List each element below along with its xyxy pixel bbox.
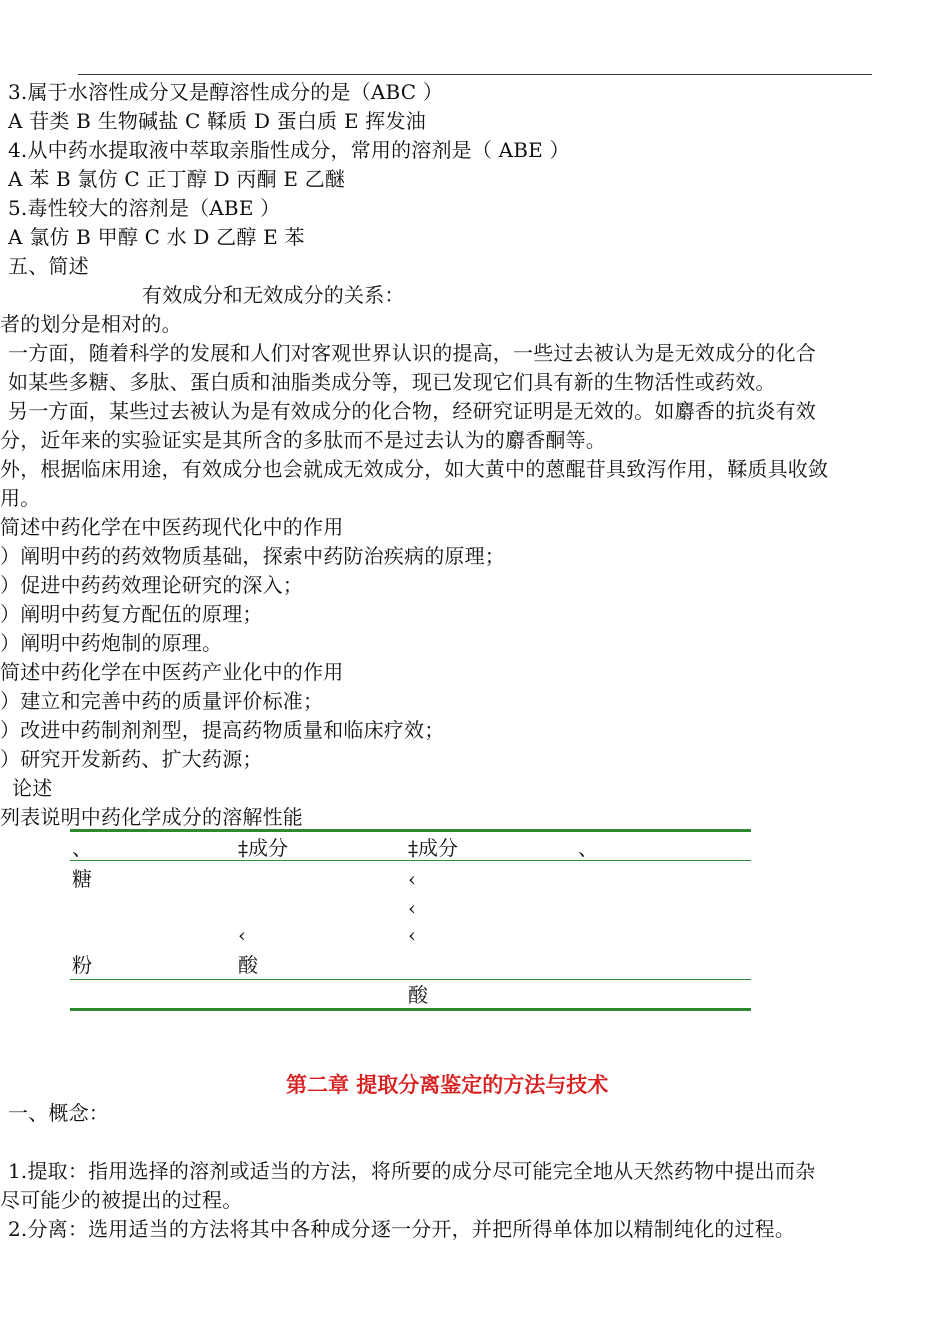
definition-extraction-cont: 尽可能少的被提出的过程。 [0, 1188, 243, 1212]
paragraph-line: 如某些多糖、多肽、蛋白质和油脂类成分等，现已发现它们具有新的生物活性或药效。 [8, 370, 776, 394]
table-cell: 酸 [408, 983, 428, 1007]
question-4: 4.从中药水提取液中萃取亲脂性成分，常用的溶剂是（ ABE ） [8, 138, 570, 162]
list-item: ）改进中药制剂剂型，提高药物质量和临床疗效； [0, 718, 445, 742]
section-heading-concepts: 一、概念： [8, 1101, 109, 1125]
table-header-cell: ‡成分 [408, 836, 458, 860]
section-heading-6: 论述 [12, 776, 53, 800]
definition-separation: 2.分离：选用适当的方法将其中各种成分逐一分开，并把所得单体加以精制纯化的过程。 [8, 1217, 796, 1241]
subsection-title: 简述中药化学在中医药现代化中的作用 [0, 515, 344, 539]
subsection-title: 列表说明中药化学成分的溶解性能 [0, 805, 303, 829]
table-cell: 酸 [238, 953, 258, 977]
table-cell: ‹ [408, 867, 416, 891]
chapter-title: 第二章 提取分离鉴定的方法与技术 [286, 1072, 609, 1097]
list-item: ）研究开发新药、扩大药源； [0, 747, 263, 771]
question-5-options: A 氯仿 B 甲醇 C 水 D 乙醇 E 苯 [8, 225, 305, 249]
table-cell: ‹ [238, 923, 246, 947]
top-rule [78, 74, 872, 75]
question-4-options: A 苯 B 氯仿 C 正丁醇 D 丙酮 E 乙醚 [8, 167, 346, 191]
paragraph-line: 用。 [0, 486, 41, 510]
subsection-title: 有效成分和无效成分的关系： [142, 283, 405, 307]
table-header-cell: 、 [578, 836, 598, 860]
subsection-title: 简述中药化学在中医药产业化中的作用 [0, 660, 344, 684]
list-item: ）促进中药药效理论研究的深入； [0, 573, 303, 597]
table-bottom-border [70, 1008, 751, 1011]
paragraph-line: 一方面，随着科学的发展和人们对客观世界认识的提高，一些过去被认为是无效成分的化合 [8, 341, 816, 365]
table-header-cell: ‡成分 [238, 836, 288, 860]
list-item: ）阐明中药炮制的原理。 [0, 631, 223, 655]
table-cell: ‹ [408, 923, 416, 947]
paragraph-line: 另一方面，某些过去被认为是有效成分的化合物，经研究证明是无效的。如麝香的抗炎有效 [8, 399, 816, 423]
table-header-border [70, 860, 751, 861]
list-item: ）阐明中药的药效物质基础，探索中药防治疾病的原理； [0, 544, 505, 568]
paragraph-line: 者的划分是相对的。 [0, 312, 182, 336]
paragraph-line: 外，根据临床用途，有效成分也会就成无效成分，如大黄中的蒽醌苷具致泻作用，鞣质具收敛 [0, 457, 829, 481]
list-item: ）建立和完善中药的质量评价标准； [0, 689, 324, 713]
table-header-cell: 、 [72, 836, 92, 860]
list-item: ）阐明中药复方配伍的原理； [0, 602, 263, 626]
paragraph-line: 分，近年来的实验证实是其所含的多肽而不是过去认为的麝香酮等。 [0, 428, 606, 452]
table-cell: 粉 [72, 953, 92, 977]
table-cell: 糖 [72, 867, 92, 891]
definition-extraction: 1.提取：指用选择的溶剂或适当的方法，将所要的成分尽可能完全地从天然药物中提出而杂 [8, 1159, 816, 1183]
question-3: 3.属于水溶性成分又是醇溶性成分的是（ABC ） [8, 80, 444, 104]
question-3-options: A 苷类 B 生物碱盐 C 鞣质 D 蛋白质 E 挥发油 [8, 109, 426, 133]
table-row-border [70, 979, 751, 980]
section-heading-5: 五、简述 [8, 254, 89, 278]
question-5: 5.毒性较大的溶剂是（ABE ） [8, 196, 281, 220]
table-cell: ‹ [408, 896, 416, 920]
table-top-border [70, 829, 751, 832]
